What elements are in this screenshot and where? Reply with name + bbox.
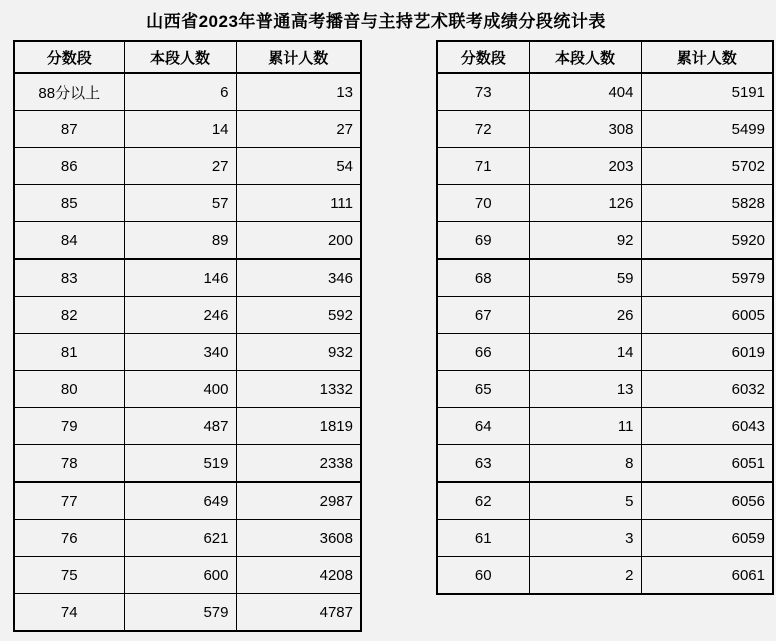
segment-count-cell: 14 [529, 334, 641, 371]
page-title: 山西省2023年普通高考播音与主持艺术联考成绩分段统计表 [146, 12, 606, 31]
table-row [437, 557, 773, 595]
segment-count-cell: 203 [529, 148, 641, 185]
cumulative-count-cell: 27 [236, 111, 361, 148]
table-row [437, 111, 773, 148]
score-range-cell: 87 [14, 111, 124, 148]
table-row [437, 148, 773, 185]
score-range-cell: 78 [14, 445, 124, 483]
score-range-cell: 88分以上 [14, 73, 124, 111]
cumulative-count-cell: 5920 [641, 222, 773, 260]
score-range-cell: 68 [437, 259, 529, 297]
column-header-cumulative-count: 累计人数 [236, 41, 361, 73]
segment-count-cell: 126 [529, 185, 641, 222]
table-row [437, 297, 773, 334]
table-row [14, 371, 361, 408]
table-row [14, 148, 361, 185]
segment-count-cell: 26 [529, 297, 641, 334]
cumulative-count-cell: 592 [236, 297, 361, 334]
score-range-cell: 73 [437, 73, 529, 111]
cumulative-count-cell: 200 [236, 222, 361, 260]
table-row [14, 520, 361, 557]
score-range-cell: 63 [437, 445, 529, 483]
table-row [14, 408, 361, 445]
table-row [437, 445, 773, 483]
segment-count-cell: 13 [529, 371, 641, 408]
score-range-cell: 64 [437, 408, 529, 445]
table-row [437, 222, 773, 260]
column-header-segment-count: 本段人数 [124, 41, 236, 73]
score-range-cell: 66 [437, 334, 529, 371]
segment-count-cell: 400 [124, 371, 236, 408]
segment-count-cell: 8 [529, 445, 641, 483]
cumulative-count-cell: 6056 [641, 482, 773, 520]
segment-count-cell: 59 [529, 259, 641, 297]
column-header-cumulative-count: 累计人数 [641, 41, 773, 73]
score-range-cell: 71 [437, 148, 529, 185]
cumulative-count-cell: 932 [236, 334, 361, 371]
table-row [437, 520, 773, 557]
cumulative-count-cell: 54 [236, 148, 361, 185]
segment-count-cell: 600 [124, 557, 236, 594]
segment-count-cell: 11 [529, 408, 641, 445]
score-range-cell: 83 [14, 259, 124, 297]
cumulative-count-cell: 6051 [641, 445, 773, 483]
cumulative-count-cell: 5191 [641, 73, 773, 111]
score-range-cell: 82 [14, 297, 124, 334]
column-header-score-range: 分数段 [14, 41, 124, 73]
score-range-cell: 79 [14, 408, 124, 445]
segment-count-cell: 27 [124, 148, 236, 185]
score-range-cell: 69 [437, 222, 529, 260]
table-row [437, 185, 773, 222]
segment-count-cell: 579 [124, 594, 236, 632]
table-row [437, 408, 773, 445]
segment-count-cell: 649 [124, 482, 236, 520]
score-range-cell: 76 [14, 520, 124, 557]
cumulative-count-cell: 6032 [641, 371, 773, 408]
cumulative-count-cell: 6061 [641, 557, 773, 595]
cumulative-count-cell: 6005 [641, 297, 773, 334]
table-row [14, 222, 361, 260]
score-range-cell: 85 [14, 185, 124, 222]
cumulative-count-cell: 2987 [236, 482, 361, 520]
segment-count-cell: 89 [124, 222, 236, 260]
table-row [14, 594, 361, 632]
score-range-cell: 62 [437, 482, 529, 520]
table-row [14, 259, 361, 297]
score-range-cell: 74 [14, 594, 124, 632]
score-range-cell: 67 [437, 297, 529, 334]
score-range-cell: 61 [437, 520, 529, 557]
segment-count-cell: 308 [529, 111, 641, 148]
cumulative-count-cell: 346 [236, 259, 361, 297]
cumulative-count-cell: 4787 [236, 594, 361, 632]
score-range-cell: 84 [14, 222, 124, 260]
score-range-cell: 86 [14, 148, 124, 185]
table-row [14, 73, 361, 111]
cumulative-count-cell: 4208 [236, 557, 361, 594]
cumulative-count-cell: 5499 [641, 111, 773, 148]
column-header-segment-count: 本段人数 [529, 41, 641, 73]
segment-count-cell: 14 [124, 111, 236, 148]
segment-count-cell: 246 [124, 297, 236, 334]
table-row [437, 73, 773, 111]
cumulative-count-cell: 1332 [236, 371, 361, 408]
score-range-cell: 65 [437, 371, 529, 408]
table-row [14, 185, 361, 222]
table-row [14, 111, 361, 148]
segment-count-cell: 519 [124, 445, 236, 483]
score-distribution-table-left [13, 40, 362, 632]
cumulative-count-cell: 1819 [236, 408, 361, 445]
score-range-cell: 60 [437, 557, 529, 595]
segment-count-cell: 340 [124, 334, 236, 371]
column-header-score-range: 分数段 [437, 41, 529, 73]
segment-count-cell: 2 [529, 557, 641, 595]
segment-count-cell: 146 [124, 259, 236, 297]
table-row [437, 259, 773, 297]
cumulative-count-cell: 111 [236, 185, 361, 222]
header-row [437, 41, 773, 73]
score-range-cell: 77 [14, 482, 124, 520]
table-row [437, 482, 773, 520]
cumulative-count-cell: 5828 [641, 185, 773, 222]
table-row [14, 297, 361, 334]
score-distribution-table-right [436, 40, 774, 595]
segment-count-cell: 5 [529, 482, 641, 520]
segment-count-cell: 404 [529, 73, 641, 111]
cumulative-count-cell: 2338 [236, 445, 361, 483]
table-row [14, 557, 361, 594]
score-range-cell: 81 [14, 334, 124, 371]
segment-count-cell: 92 [529, 222, 641, 260]
segment-count-cell: 487 [124, 408, 236, 445]
score-range-cell: 72 [437, 111, 529, 148]
cumulative-count-cell: 5702 [641, 148, 773, 185]
table-row [14, 445, 361, 483]
table-row [437, 371, 773, 408]
score-range-cell: 75 [14, 557, 124, 594]
cumulative-count-cell: 3608 [236, 520, 361, 557]
score-range-cell: 70 [437, 185, 529, 222]
cumulative-count-cell: 6019 [641, 334, 773, 371]
table-row [437, 334, 773, 371]
cumulative-count-cell: 5979 [641, 259, 773, 297]
cumulative-count-cell: 13 [236, 73, 361, 111]
cumulative-count-cell: 6043 [641, 408, 773, 445]
header-row [14, 41, 361, 73]
segment-count-cell: 6 [124, 73, 236, 111]
segment-count-cell: 621 [124, 520, 236, 557]
cumulative-count-cell: 6059 [641, 520, 773, 557]
table-row [14, 482, 361, 520]
segment-count-cell: 3 [529, 520, 641, 557]
score-range-cell: 80 [14, 371, 124, 408]
table-row [14, 334, 361, 371]
segment-count-cell: 57 [124, 185, 236, 222]
